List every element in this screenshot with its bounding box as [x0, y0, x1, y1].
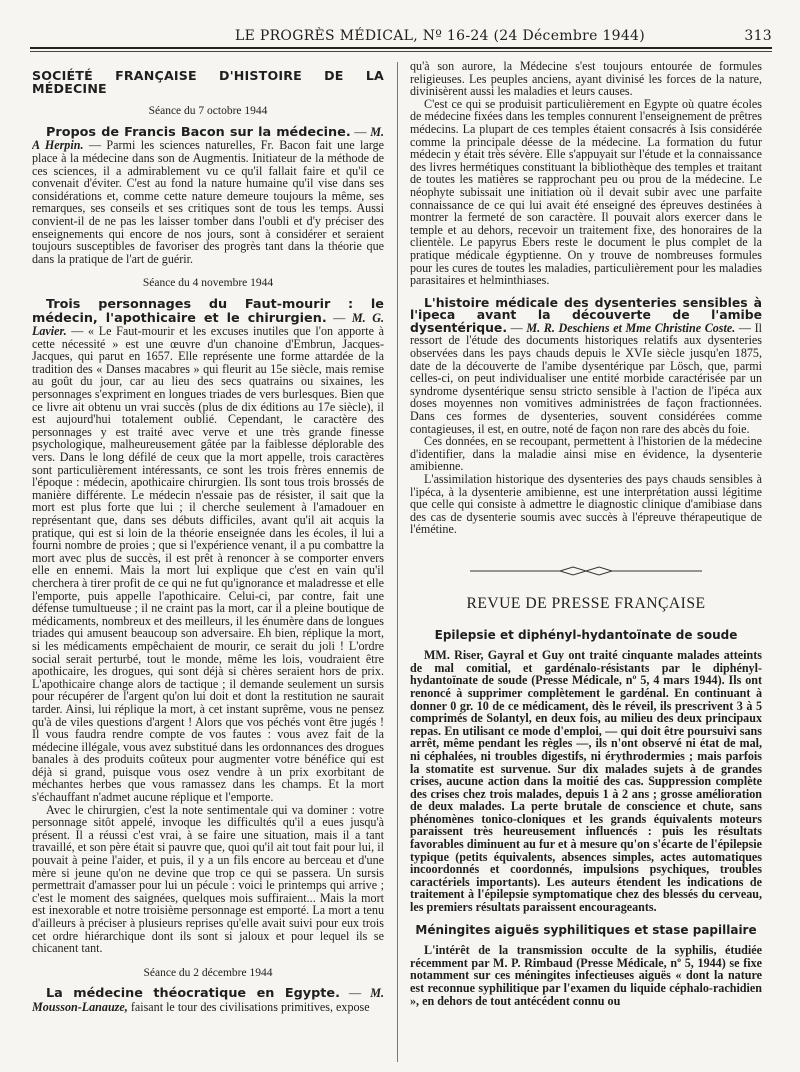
column-divider — [397, 62, 398, 1062]
header-rule-thin — [30, 51, 772, 52]
article-paragraph: La médecine théocratique en Egypte. — M. Mousson-Lanauze, faisant le tour des civilisations primitives, expose — [32, 986, 384, 1014]
article-paragraph: qu'à son aurore, la Médecine s'est toujours entourée de formules religieuses. Les peuples anciens, ayant divinisé les forces de la nature, divinisèrent aussi les maladies et leurs causes. — [410, 60, 762, 99]
article-paragraph: L'assimilation historique des dysenteries des pays chauds sensibles à l'ipéca, à la dysenterie amibienne, est une interprétation aussi légitime que celle qui consiste à admettre le diagnostic clinique d'amibiase dans des cas de dysenterie soumis avec succès à l'épreuve thérapeutique de l'émétine. — [410, 472, 762, 537]
article-paragraph: L'intérêt de la transmission occulte de la syphilis, étudiée récemment par M. P. Rimbaud (Presse Médicale, nº 5, 1944) se fixe notamment sur ces méningites infectieuses aiguës « dont la nature est reconnue syphilitique par l'examen du liquide céphalo-rachidien », en dehors de tout antécédent connu ou — [410, 943, 762, 1008]
journal-title: LE PROGRÈS MÉDICAL, Nº 16-24 (24 Décembre 1944) — [235, 28, 646, 44]
review-text — [410, 944, 762, 1007]
page-number: 313 — [744, 28, 772, 44]
seance-date: Séance du 4 novembre 1944 — [142, 277, 274, 290]
article-paragraph: C'est ce qui se produisit particulièrement en Egypte où quatre écoles de médecine fixées dans les temples connurent l'enseignement de prêtres médecins. La plupart de ces temples étaient consacrés à Isis considérée comme la principale déesse de la médecine. La formation du futur médecin y était très sévère. Elle s'appuyait sur l'étude et la connaissance des livres hermétiques constituant la bibliothèque des temples et traitant de toutes les matières se rapprochant peu ou prou de la médecine. Le néophyte subissait une initiation où il devait subir avec une parfaite connaissance de ce qui lui avait été enseigné des épreuves destinées à montrer la fermeté de son caractère. Il pouvait alors exercer dans le temple et au dehors, recevoir un traitement fixe, des honoraires de la clientèle. Le papyrus Ebers reste le document le plus complet de la pratique médicale égyptienne. On y trouve de nombreuses formules pour les cures de toutes les maladies, particulièrement pour les maladies parasitaires et helminthiases. — [410, 96, 762, 288]
left-column — [32, 60, 384, 1060]
article-paragraph: Ces données, en se recoupant, permettent à l'historien de la médecine d'identifier, dans la maladie ainsi mise en évidence, la dysenterie amibienne. — [410, 434, 762, 474]
article-body: Parmi les sciences naturelles, Fr. Bacon fait une large place à la médecine dans son de Augmentis. Initiateur de la méthode de ces sciences, il a admirablement vu ce qu'il fallait faire et qu'il ce convenait d'éviter. C'est au fond la nature humaine qu'il vise dans ses considérations et, comme cette nature demeure toujours la même, ses remarques, ses conseils et ses critiques sont de tous les temps. Aussi convient-il de ne pas les laisser tomber dans l'oubli et d'y préciser des enseignements qui encore de nos jours, sont à considérer et seraient toujours susceptibles de favoriser des progrès tant dans la théorie que dans la pratique de l'art de guérir. — [32, 138, 384, 266]
article-paragraph: MM. Riser, Gayral et Guy ont traité cinquante malades atteints de mal comitial, et gardénalo-résistants par le diphényl-hydantoïnate de soude (Presse Médicale, nº 5, 4 mars 1944). Ils ont renoncé à supprimer complètement le gardénal. En continuant à donner 0 gr. 10 de ce médicament, dès le réveil, ils prescrivent 3 à 5 comprimés de Solantyl, en deux fois, au milieu des deux principaux repas. En utilisant ce mode d'emploi, — qui doit être poursuivi sans arrêt, même pendant les règles —, ils n'ont observé ni état de mal, ni céphalées, ni troubles digestifs, ni érythrodermies ; mais parfois la stomatite est survenue. Sur dix malades sujets à de grandes crises, aucune action dans la moitié des cas. Suppression complète des crises chez trois malades, depuis 1 à 2 ans ; grosse amélioration de deux malades. La perte brutale de conscience et chute, sans phénomènes tonico-cloniques et les grands équivalents moteurs paraissent très heureusement influencés : puis les résultats favorables diminuent au fur et à mesure qu'on s'écarte de l'épilepsie typique (petits équivalents, absences simples, actes automatiques incoordonnés et coordonnés, impulsions psychiques, troubles caractériels importants). Les auteurs étendent les indications de traitement à l'épilepsie symptomatique chez des blessés du cerveau, les premiers résultats paraissent encourageants. — [410, 648, 762, 915]
article-paragraph: L'histoire médicale des dysenteries sensibles à l'ipeca avant la découverte de l'amibe dysentérique. — M. R. Deschiens et Mme Christine Coste. — Il ressort de l'étude des documents historiques relatifs aux dysenteries observées dans les pays chauds depuis le XVIe siècle jusqu'en 1875, date de la découverte de l'amibe dysentérique par Lösch, que, parmi celles-ci, on peut individualiser une entité morbide caractérisée par un syndrome dysentérique sensu stricto sensible à l'action de l'ipéca aux doses moyennes non vomitives administrées de façon fractionnées. Dans ces formes de dysenteries, souvent considérées comme contagieuses, il est, en outre, noté de façon non rare des abcès du foie. — [410, 294, 762, 436]
running-header — [30, 28, 772, 48]
article-paragraph: Avec le chirurgien, c'est la note sentimentale qui va dominer : votre personnage sitôt appelé, invoque les difficultés qu'il a eues jusqu'à présent. Il a réussi c'est vrai, à se faire une situation, mais il a tant travaillé, et son père était si pauvre que, quoi qu'il ait tout fait pour lui, il pouvait à peine l'aider, et puis, il y a un fils encore au berceau et d'une mère si jeune qu'on ne devine que trop ce qui se passera. Un sursis permettrait d'amasser pour lui un pécule : voici le printemps qui arrive ; c'est le moment des saignées, quelques mois suffiraient... Mais la mort est inexorable et notre troisième personnage est emporté. La mort a tenu d'ailleurs à préciser à plusieurs reprises qu'elle avait suivi pour eux trois cet ordre hiérarchique dont ils sont si jaloux et pour lequel ils se chicanent tant. — [32, 802, 384, 956]
article-title: La médecine théocratique en Egypte. — [46, 986, 340, 1002]
article-paragraph: Trois personnages du Faut-mourir : le médecin, l'apothicaire et le chirurgien. — M. G. Lavier. — « Le Faut-mourir et les excuses inutiles que l'on apporte à cette nécessité » est une œuvre d'un chanoine d'Embrun, Jacques-Jacques, qui parut en 1657. Elle représente une forme attardée de la tradition des « Danses macabres » qui fleurit au 15e siècle, mais remise au goût du jour, car au lieu des secs quatrains ou sixaines, les personnages s'expriment en longues triades de vers burlesques. Bien que ce livre ait obtenu un vrai succès (plus de dix éditions au 17e siècle), il est aujourd'hui totalement oublié. Cependant, le caractère des personnages y est traité avec verve et une très grande finesse psychologique, malheureusement gâtée par la faiblesse déplorable des vers. Dans le long défilé de ceux que la mort appelle, trois caractères sont particulièrement intéressants, ce sont les trois frères ennemis de l'époque : médecin, apothicaire chirurgien. Ils sont tous trois brossés de manière différente. Le médecin n'essaie pas de résister, il sait que la mort est plus forte que lui ; il cherche seulement à l'amadouer en représentant que, dans ses débuts difficiles, avant qu'il ait acquis la pratique, qui est si loin de la théorie enseignée dans les écoles, il lui a fourni nombre de proies ; que si l'expérience venant, il a pu combattre la mort avec plus de succès, il est prêt à renoncer à se comporter envers elle en ennemi. Mais la mort lui explique que c'est en vain qu'il cherchera à tirer profit de ce qui ne fut qu'ignorance et maladresse et elle l'emporte, puis appelle l'apothicaire. Celui-ci, par contre, fait une défense tumultueuse ; il ne craint pas la mort, car il a pleine boutique de médicaments, nombreux et des meilleurs, il les énumère dans de longues triades qui amusent beaucoup son adversaire. Eh bien, réplique la mort, si les médicaments empêchaient de mourir, ce serait du joli ! L'ordre social serait perturbé, tout le monde, même les lois, voudraient être apothicaire, les drogues, qui sont déjà si chères seraient hors de prix. L'apothicaire change alors de tactique ; il demande seulement un sursis pour récupérer de l'argent qu'on lui doit et dont la restitution ne saurait tarder. Ainsi, lui réplique la mort, à cet instant suprême, vous ne pensez qu'à de viles questions d'argent ! Alors que vos péchés vont être jugés ! Il vous faudra rendre compte de vos fautes : vous avez fait de la médecine illégale, vous avez substitué dans les ordonnances des drogues banales à des produits coûteux pour augmenter votre bénéfice qui est déjà si grand, puisque vous osez vendre à un prix exorbitant de méchantes herbes que vous ramassez dans les champs. Et la mort s'échauffant n'admet aucune réplique et l'emporte. — [32, 296, 384, 805]
review-text — [410, 649, 762, 913]
article-title: Propos de Francis Bacon sur la médecine. — [46, 124, 351, 140]
article-body: faisant le tour des civilisations primitives, expose — [130, 999, 370, 1014]
article-author: M. R. Deschiens et Mme Christine Coste. — [526, 320, 736, 335]
subsection-title: Méningites aiguës syphilitiques et stase papillaire — [415, 922, 757, 937]
section-ornament — [410, 564, 762, 578]
article-title: L'histoire médicale des dysenteries sensibles à l'ipeca avant la découverte de l'amibe dysentérique. — [410, 294, 762, 335]
article-body: « Le Faut-mourir et les excuses inutiles que l'on apporte à cette nécessité » est une œuvre d'un chanoine d'Embrun, Jacques-Jacques, qui parut en 1657. Elle représente une forme attardée de la tradition des « Danses macabres » qui fleurit au 15e siècle, mais remise au goût du jour, car au lieu des secs quatrains ou sixaines, les personnages s'expriment en longues triades de vers burlesques. Bien que ce livre ait obtenu un vrai succès (plus de dix éditions au 17e siècle), il est aujourd'hui totalement oublié. Cependant, le caractère des personnages y est traité avec verve et une très grande finesse psychologique, malheureusement gâtée par la faiblesse déplorable des vers. Dans le long défilé de ceux que la mort appelle, trois caractères sont particulièrement intéressants, ce sont les trois frères ennemis de l'époque : médecin, apothicaire chirurgien. Ils sont tous trois brossés de manière différente. Le médecin n'essaie pas de résister, il sait que la mort est plus forte que lui ; il cherche seulement à l'amadouer en représentant que, dans ses débuts difficiles, avant qu'il ait acquis la pratique, qui est si loin de la théorie enseignée dans les écoles, il lui a fourni nombre de proies ; que si l'expérience venant, il a pu combattre la mort avec plus de succès, il est prêt à renoncer à se comporter envers elle en ennemi. Mais la mort lui explique que c'est en vain qu'il cherchera à tirer profit de ce qui ne fut qu'ignorance et maladresse et elle l'emporte, puis appelle l'apothicaire. Celui-ci, par contre, fait une défense tumultueuse ; il ne craint pas la mort, car il a pleine boutique de médicaments, nombreux et des meilleurs, il les énumère dans de longues triades qui amusent beaucoup son adversaire. Eh bien, réplique la mort, si les médicaments empêchaient de mourir, ce serait du joli ! L'ordre social serait perturbé, tout le monde, même les lois, voudraient être apothicaire, les drogues, qui sont déjà si chères seraient hors de prix. L'apothicaire change alors de tactique ; il demande seulement un sursis pour récupérer de l'argent qu'on lui doit et dont la restitution ne saurait tarder. Ainsi, lui réplique la mort, à cet instant suprême, vous ne pensez qu'à de viles questions d'argent ! Alors que vos péchés vont être jugés ! Il vous faudra rendre compte de vos fautes : vous avez fait de la médecine illégale, vous avez substitué dans les ordonnances des drogues banales à des produits coûteux pour augmenter votre bénéfice qui est déjà si grand, puisque vous osez vendre à un prix exorbitant de méchantes herbes que vous ramassez dans les champs. Et la mort s'échauffant n'admet aucune réplique et l'emporte. — [32, 324, 384, 805]
right-column — [410, 60, 762, 1060]
society-heading: SOCIÉTÉ FRANÇAISE D'HISTOIRE DE LA MÉDECINE — [32, 68, 384, 96]
article-author: M. A Herpin. — [32, 124, 384, 153]
subsection-title: Epilepsie et diphényl-hydantoïnate de soude — [434, 627, 738, 642]
article-author: M. G. Lavier. — [32, 310, 384, 339]
section-heading: REVUE DE PRESSE FRANÇAISE — [466, 594, 706, 612]
article-paragraph: Propos de Francis Bacon sur la médecine. — M. A Herpin. — Parmi les sciences naturelles, Fr. Bacon fait une large place à la médecine dans son de Augmentis. Initiateur de la méthode de ces sciences, il a admirablement vu ce qu'il fallait faire et qu'il ce convenait d'éviter. C'est au fond la nature humaine qu'il vise dans ses considérations et, comme cette nature demeure toujours la même, ses remarques, ses conseils et ses critiques sont de tous les temps. Aussi convient-il de ne pas les laisser tomber dans l'oubli et d'y préciser des enseignements qui encore de nos jours, sont à considérer et seraient toujours susceptibles de favoriser des progrès tant dans la théorie que dans la pratique de l'art de guérir. — [32, 124, 384, 266]
article-body: Il ressort de l'étude des documents historiques relatifs aux dysenteries observées dans les pays chauds depuis le XVIe siècle jusqu'en 1875, date de la découverte de l'amibe dysentérique par Lösch, que, parmi celles-ci, on peut individualiser une entité morbide caractérisée par un syndrome dysentérique sensu stricto sensible à l'action de l'ipéca aux doses moyennes non vomitives administrées de façon fractionnées. Dans ces formes de dysenteries, souvent considérées comme contagieuses, il est, en outre, noté de façon non rare des abcès du foie. — [410, 320, 762, 436]
seance-date: Séance du 2 décembre 1944 — [143, 966, 273, 979]
article-author: M. Mousson-Lanauze, — [32, 986, 384, 1014]
article-title: Trois personnages du Faut-mourir : le médecin, l'apothicaire et le chirurgien. — [32, 296, 384, 326]
ornament-divider-icon — [410, 564, 762, 578]
header-rule — [30, 47, 772, 49]
seance-date: Séance du 7 octobre 1944 — [148, 105, 268, 118]
